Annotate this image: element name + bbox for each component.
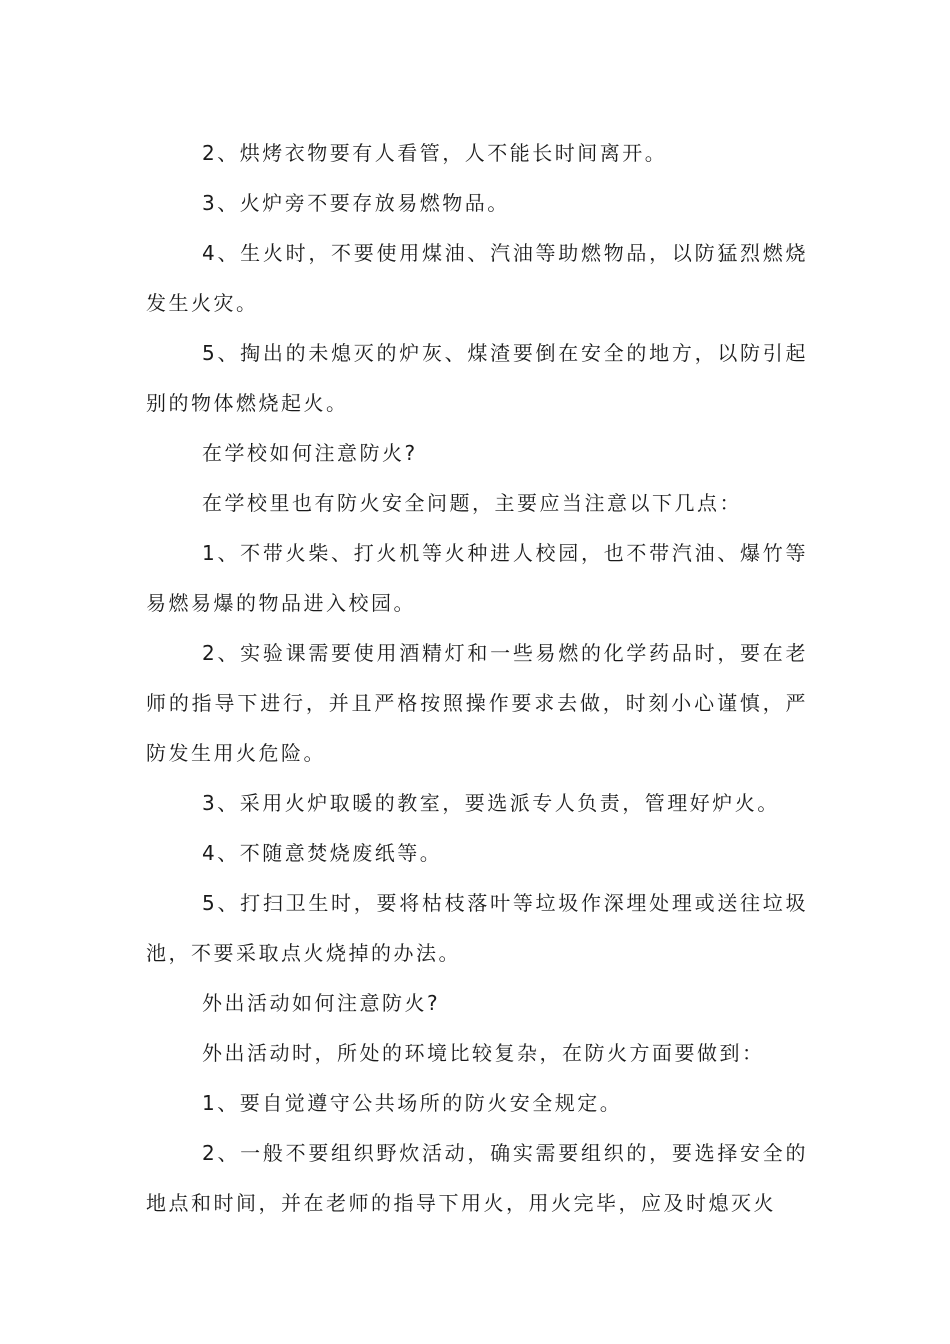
document-body	[146, 128, 808, 1228]
paragraph-outing-intro: 外出活动时，所处的环境比较复杂，在防火方面要做到：	[202, 1041, 765, 1065]
paragraph-school-4: 4、不随意焚烧废纸等。	[202, 841, 443, 865]
section-heading-school: 在学校如何注意防火?	[202, 441, 418, 465]
paragraph-ashes: 5、掏出的未熄灭的炉灰、煤渣要倒在安全的地方，以防引起别的物体燃烧起火。	[146, 341, 808, 415]
paragraph-outing-1: 1、要自觉遵守公共场所的防火安全规定。	[202, 1091, 623, 1115]
paragraph-dry-clothes: 2、烘烤衣物要有人看管，人不能长时间离开。	[202, 141, 668, 165]
paragraph-school-5: 5、打扫卫生时，要将枯枝落叶等垃圾作深埋处理或送往垃圾池，不要采取点火烧掉的办法。	[146, 891, 808, 965]
paragraph-school-2: 2、实验课需要使用酒精灯和一些易燃的化学药品时，要在老师的指导下进行，并且严格按照操作要求去做，时刻小心谨慎，严防发生用火危险。	[146, 641, 808, 765]
section-heading-outing: 外出活动如何注意防火?	[202, 991, 441, 1015]
paragraph-school-1: 1、不带火柴、打火机等火种进人校园，也不带汽油、爆竹等易燃易爆的物品进入校园。	[146, 541, 808, 615]
paragraph-school-3: 3、采用火炉取暖的教室，要选派专人负责，管理好炉火。	[202, 791, 780, 815]
paragraph-outing-2: 2、一般不要组织野炊活动，确实需要组织的，要选择安全的地点和时间，并在老师的指导下用火，用火完毕，应及时熄灭火	[146, 1141, 808, 1215]
paragraph-lighting-fire: 4、生火时，不要使用煤油、汽油等助燃物品，以防猛烈燃烧发生火灾。	[146, 241, 808, 315]
paragraph-stove-flammables: 3、火炉旁不要存放易燃物品。	[202, 191, 510, 215]
paragraph-school-intro: 在学校里也有防火安全问题，主要应当注意以下几点：	[202, 491, 742, 515]
